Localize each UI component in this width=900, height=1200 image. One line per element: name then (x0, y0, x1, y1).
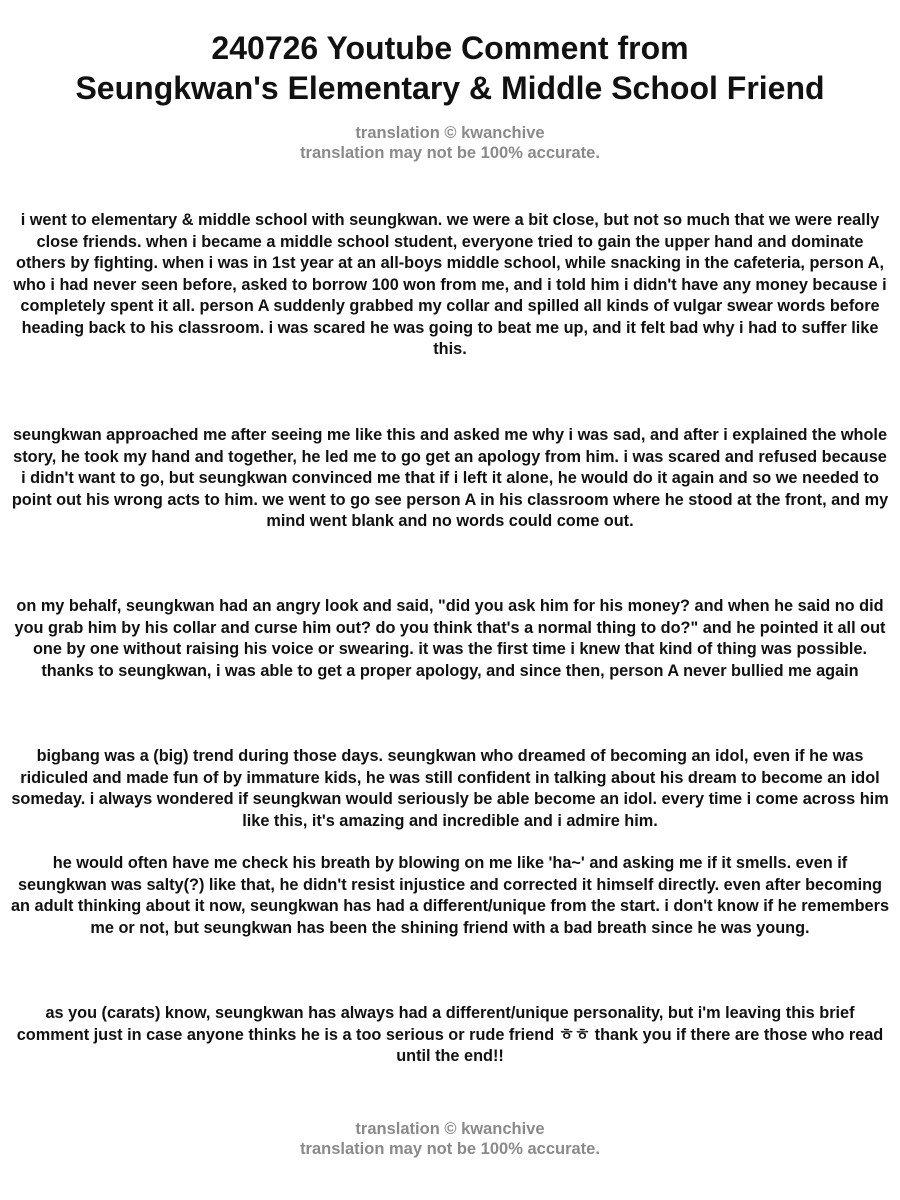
paragraph-1: i went to elementary & middle school with seungkwan. we were a bit close, but not so much that we were really close friends. when i became a middle school student, everyone tried to gain the upper hand and dominate others by fighting. when i was in 1st year at an all-boys middle school, while snacking in the cafeteria, person A, who i had never seen before, asked to borrow 100 won from me, and i told him i didn't have any money because i completely spent it all. person A suddenly grabbed my collar and spilled all kinds of vulgar swear words before heading back to his classroom. i was scared he was going to beat me up, and it felt bad why i had to suffer like this. (13, 211, 887, 358)
title-line-2: Seungkwan's Elementary & Middle School Friend (75, 70, 825, 106)
translation-credit-bottom (0, 1119, 900, 1159)
title-line-1: 240726 Youtube Comment from (211, 30, 689, 66)
paragraph-3: on my behalf, seungkwan had an angry look and said, "did you ask him for his money? and when he said no did you grab him by his collar and curse him out? do you think that's a normal thing to do?" and he pointed it all out one by one without raising his voice or swearing. it was the first time i knew that kind of thing was possible. thanks to seungkwan, i was able to get a proper apology, and since then, person A never bullied me again (14, 597, 886, 680)
paragraph-2: seungkwan approached me after seeing me like this and asked me why i was sad, and after i explained the whole story, he took my hand and together, he led me to go get an apology from him. i was scared and refused because i didn't want to go, but seungkwan convinced me that if i left it alone, he would do it again and so we needed to point out his wrong acts to him. we went to go see person A in his classroom where he stood at the front, and my mind went blank and no words could come out. (11, 426, 889, 530)
document-title (0, 28, 900, 108)
credit-bottom-line-1: translation © kwanchive (355, 1120, 545, 1138)
paragraph-5: he would often have me check his breath by blowing on me like 'ha~' and asking me if it smells. even if seungkwan was salty(?) like that, he didn't resist injustice and corrected it himself directly. even after becoming an adult thinking about it now, seungkwan has had a different/unique from the start. i don't know if he remembers me or not, but seungkwan has been the shining friend with a bad breath since he was young. (10, 854, 889, 937)
credit-top-line-1: translation © kwanchive (355, 124, 545, 142)
translation-credit-top (0, 123, 900, 163)
credit-top-line-2: translation may not be 100% accurate. (300, 144, 600, 162)
paragraph-4: bigbang was a (big) trend during those days. seungkwan who dreamed of becoming an idol, even if he was ridiculed and made fun of by immature kids, he was still confident in talking about his dream to become an idol someday. i always wondered if seungkwan would seriously be able become an idol. every time i come across him like this, it's amazing and incredible and i admire him. (11, 747, 889, 830)
paragraph-6: as you (carats) know, seungkwan has always had a different/unique personality, but i'm leaving this brief comment just in case anyone thinks he is a too serious or rude friend ㅎㅎ thank you if there are those who read until the end!! (16, 1004, 884, 1065)
credit-bottom-line-2: translation may not be 100% accurate. (300, 1140, 600, 1158)
